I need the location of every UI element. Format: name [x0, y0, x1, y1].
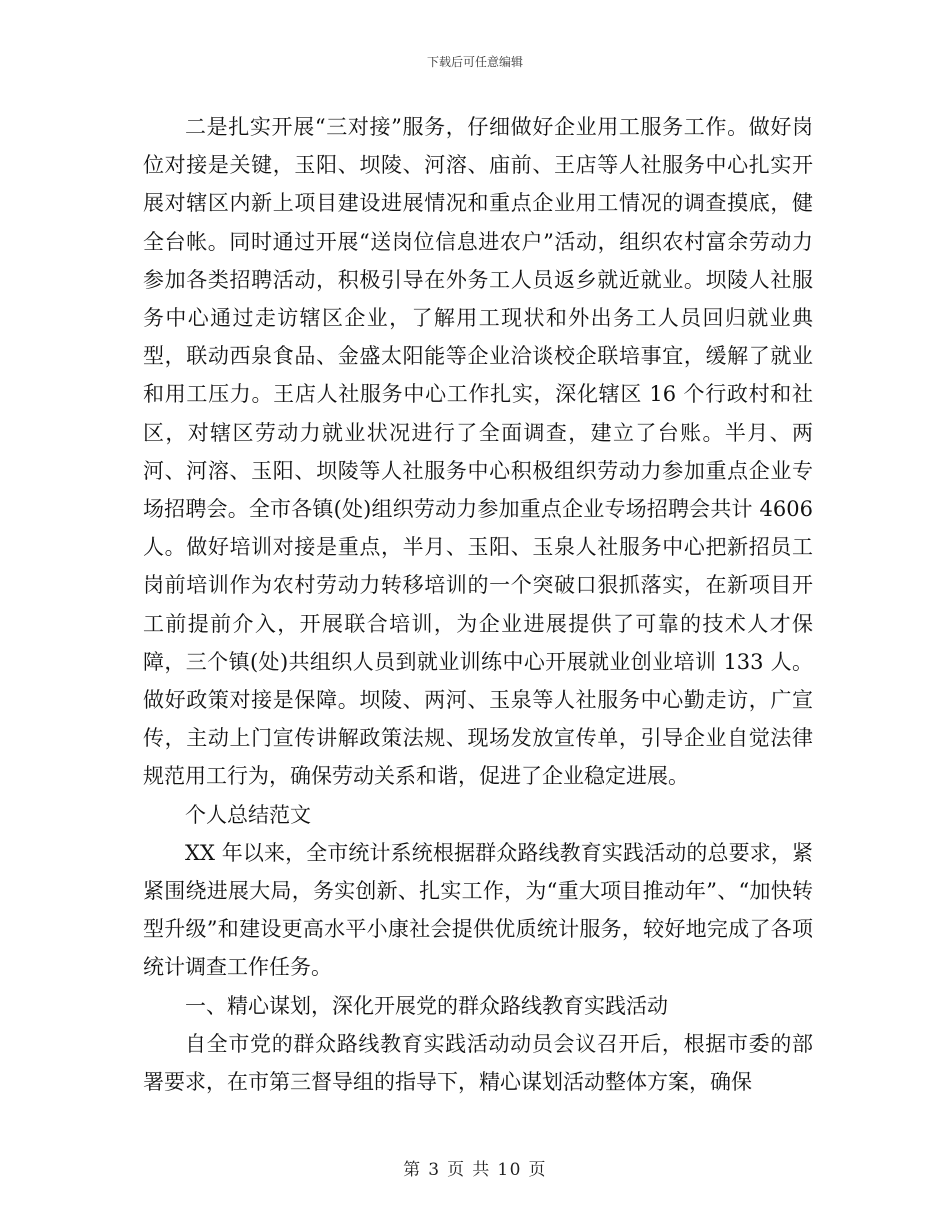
paragraph-summary-intro: XX 年以来，全市统计系统根据群众路线教育实践活动的总要求，紧紧围绕进展大局，务实创新、扎实工作，为“重大项目推动年”、“加快转型升级”和建设更高水平小康社会提供优质统计服务，较好地完成了各项统计调查工作任务。: [143, 840, 813, 980]
paragraph-three-docking-service: 二是扎实开展“三对接”服务，仔细做好企业用工服务工作。做好岗位对接是关键，玉阳、坝陵、河溶、庙前、王店等人社服务中心扎实开展对辖区内新上项目建设进展情况和重点企业用工情况的调查摸底，健全台帐。同时通过开展“送岗位信息进农户”活动，组织农村富余劳动力参加各类招聘活动，积极引导在外务工人员返乡就近就业。坝陵人社服务中心通过走访辖区企业，了解用工现状和外出务工人员回归就业典型，联动西泉食品、金盛太阳能等企业洽谈校企联培事宜，缓解了就业和用工压力。王店人社服务中心工作扎实，深化辖区 16 个行政村和社区，对辖区劳动力就业状况进行了全面调查，建立了台账。半月、两河、河溶、玉阳、坝陵等人社服务中心积极组织劳动力参加重点企业专场招聘会。全市各镇(处)组织劳动力参加重点企业专场招聘会共计 4606 人。做好培训对接是重点，半月、玉阳、玉泉人社服务中心把新招员工岗前培训作为农村劳动力转移培训的一个突破口狠抓落实，在新项目开工前提前介入，开展联合培训，为企业进展提供了可靠的技术人才保障，三个镇(处)共组织人员到就业训练中心开展就业创业培训 133 人。做好政策对接是保障。坝陵、两河、玉泉等人社服务中心勤走访，广宣传，主动上门宣传讲解政策法规、现场发放宣传单，引导企业自觉法律规范用工行为，确保劳动关系和谐，促进了企业稳定进展。: [143, 115, 813, 789]
document-body: [143, 108, 813, 1101]
heading-section-one: 一、精心谋划，深化开展党的群众路线教育实践活动: [185, 993, 668, 1018]
page-header: 下载后可任意编辑: [426, 55, 523, 69]
paragraph-section-one-body: 自全市党的群众路线教育实践活动动员会议召开后，根据市委的部署要求，在市第三督导组的指导下，精心谋划活动整体方案，确保: [143, 1031, 813, 1095]
page-footer: 第 3 页 共 10 页: [403, 1160, 547, 1180]
section-title-personal-summary: 个人总结范文: [185, 802, 311, 827]
